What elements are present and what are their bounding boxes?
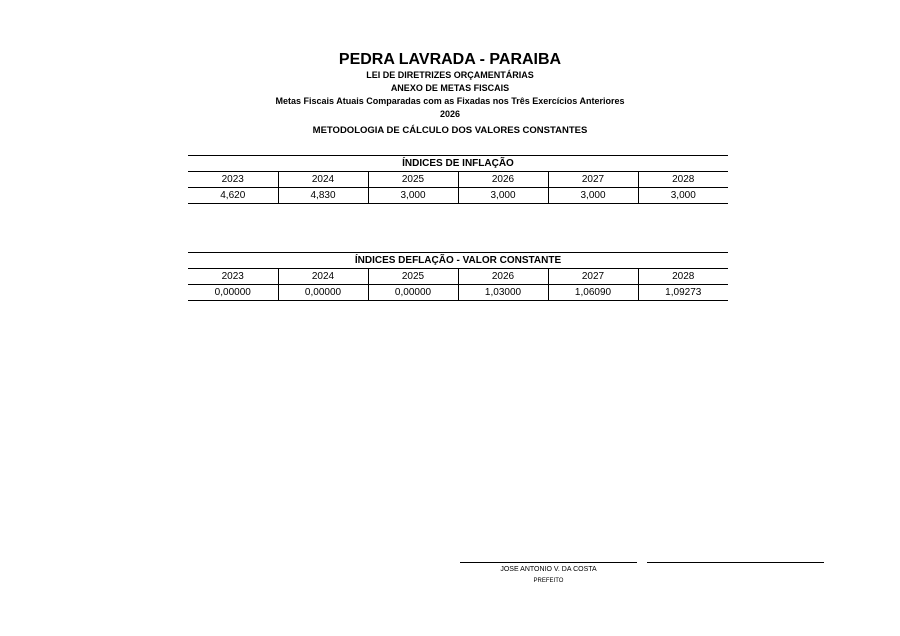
year-cell: 2023 — [188, 269, 278, 285]
report-title: PEDRA LAVRADA - PARAIBA — [338, 51, 562, 68]
annex-subtitle: ANEXO DE METAS FISCAIS — [390, 83, 510, 93]
year-cell: 2024 — [278, 269, 368, 285]
deflation-table-caption: ÍNDICES DEFLAÇÃO - VALOR CONSTANTE — [188, 253, 728, 269]
report-header — [0, 50, 900, 137]
value-cell: 3,000 — [368, 188, 458, 204]
year-cell: 2026 — [458, 269, 548, 285]
value-cell: 3,000 — [548, 188, 638, 204]
value-cell: 4,620 — [188, 188, 278, 204]
methodology-subtitle: METODOLOGIA DE CÁLCULO DOS VALORES CONSTANTES — [312, 125, 588, 136]
value-cell: 1,09273 — [638, 285, 728, 301]
second-signature-line — [647, 562, 824, 563]
value-cell: 3,000 — [458, 188, 548, 204]
year-cell: 2028 — [638, 172, 728, 188]
value-cell: 0,00000 — [368, 285, 458, 301]
deflation-index-table — [188, 252, 728, 301]
inflation-table-caption: ÍNDICES DE INFLAÇÃO — [188, 156, 728, 172]
mayor-signature-line — [460, 562, 637, 563]
year-cell: 2023 — [188, 172, 278, 188]
value-cell: 1,03000 — [458, 285, 548, 301]
year-cell: 2027 — [548, 172, 638, 188]
report-year: 2026 — [439, 109, 461, 119]
comparison-subtitle: Metas Fiscais Atuais Comparadas com as Fixadas nos Três Exercícios Anteriores — [275, 96, 625, 106]
year-cell: 2028 — [638, 269, 728, 285]
year-cell: 2024 — [278, 172, 368, 188]
law-subtitle: LEI DE DIRETRIZES ORÇAMENTÁRIAS — [366, 70, 534, 80]
year-cell: 2027 — [548, 269, 638, 285]
value-cell: 1,06090 — [548, 285, 638, 301]
value-cell: 3,000 — [638, 188, 728, 204]
signatory-name: JOSE ANTONIO V. DA COSTA — [500, 566, 597, 573]
year-cell: 2025 — [368, 269, 458, 285]
inflation-index-table — [188, 155, 728, 204]
year-cell: 2025 — [368, 172, 458, 188]
year-cell: 2026 — [458, 172, 548, 188]
value-cell: 0,00000 — [278, 285, 368, 301]
value-cell: 0,00000 — [188, 285, 278, 301]
value-cell: 4,830 — [278, 188, 368, 204]
signatory-role: PREFEITO — [533, 578, 564, 584]
